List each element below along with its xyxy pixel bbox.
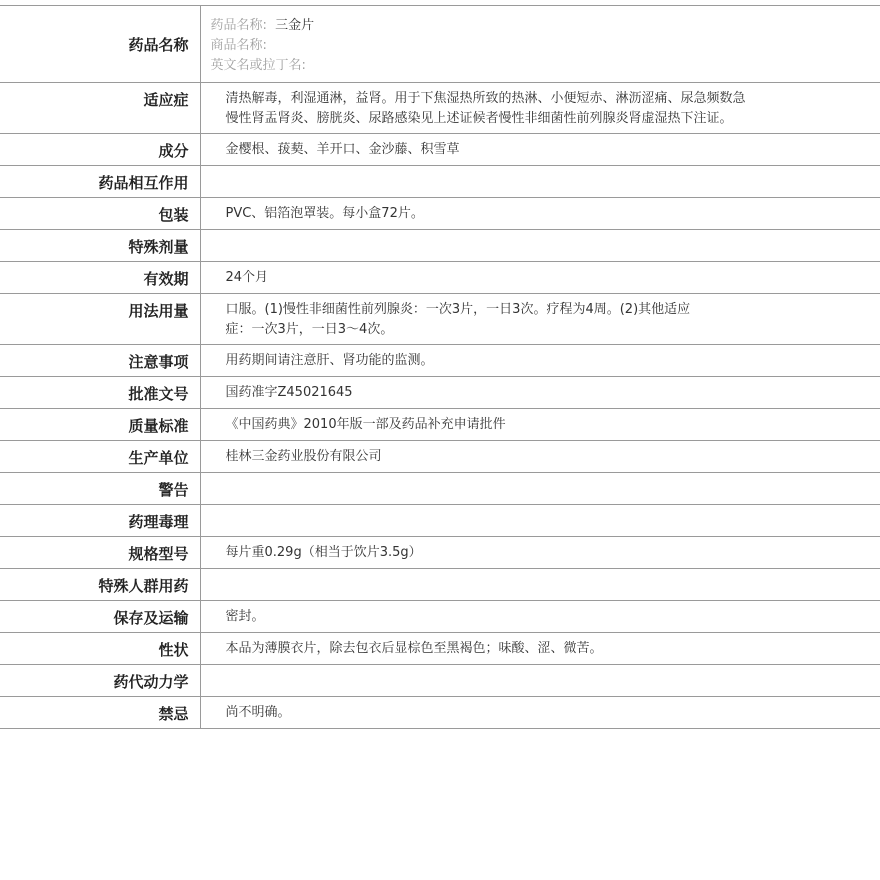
row-value: 金樱根、菝葜、羊开口、金沙藤、积雪草 (225, 142, 460, 157)
label-cell (0, 633, 200, 665)
label-cell (0, 166, 200, 198)
label-cell (0, 377, 200, 409)
value-cell (200, 166, 880, 198)
label-cell (0, 441, 200, 473)
row-storage-transport (0, 601, 880, 633)
row-label: 警告 (158, 481, 189, 499)
row-specification (0, 537, 880, 569)
value-cell (200, 377, 880, 409)
label-cell (0, 83, 200, 134)
name-block (201, 6, 880, 76)
row-label: 禁忌 (158, 705, 189, 723)
label-cell (0, 345, 200, 377)
trade-name-label: 商品名称: (210, 38, 267, 53)
value-cell (200, 294, 880, 345)
value-cell (200, 262, 880, 294)
value-cell (200, 230, 880, 262)
label-cell (0, 198, 200, 230)
label-cell (0, 665, 200, 697)
row-value (201, 665, 880, 671)
label-cell (0, 473, 200, 505)
value-cell (200, 83, 880, 134)
row-approval-number (0, 377, 880, 409)
row-value: 清热解毒，利湿通淋，益肾。用于下焦湿热所致的热淋、小便短赤、淋沥涩痛、尿急频数急 慢性肾盂肾炎、膀胱炎、尿路感染见上述证候者慢性非细菌性前列腺炎肾虚湿热下注证。 (225, 91, 746, 126)
trade-name-line (211, 36, 871, 56)
value-cell (200, 601, 880, 633)
label-cell (0, 569, 200, 601)
value-cell (200, 505, 880, 537)
row-drug-interactions (0, 166, 880, 198)
drug-name-label: 药品名称: (210, 18, 267, 33)
row-packaging (0, 198, 880, 230)
drug-name-line (211, 16, 871, 36)
latin-name-line (211, 56, 871, 76)
row-label: 生产单位 (128, 449, 189, 467)
value-cell (200, 473, 880, 505)
row-pharmacology (0, 505, 880, 537)
row-special-dosage (0, 230, 880, 262)
row-label: 注意事项 (128, 353, 189, 371)
row-drug-name (0, 6, 880, 83)
label-cell (0, 409, 200, 441)
label-cell (0, 697, 200, 729)
row-special-populations (0, 569, 880, 601)
row-label: 规格型号 (128, 545, 189, 563)
row-label: 特殊人群用药 (98, 577, 189, 595)
row-label: 包装 (158, 206, 189, 224)
row-value: 密封。 (225, 609, 265, 624)
label-cell (0, 134, 200, 166)
row-usage-dosage (0, 294, 880, 345)
value-cell (200, 665, 880, 697)
row-value: 桂林三金药业股份有限公司 (225, 449, 382, 464)
row-contraindications (0, 697, 880, 729)
value-cell (200, 198, 880, 230)
value-cell (200, 633, 880, 665)
row-value: 用药期间请注意肝、肾功能的监测。 (225, 353, 434, 368)
value-cell (200, 441, 880, 473)
row-label: 药品相互作用 (98, 174, 189, 192)
value-cell (200, 409, 880, 441)
label-cell (0, 262, 200, 294)
row-pharmacokinetics (0, 665, 880, 697)
label-cell (0, 505, 200, 537)
row-quality-standard (0, 409, 880, 441)
value-cell (200, 345, 880, 377)
row-value: 每片重0.29g（相当于饮片3.5g） (225, 545, 422, 560)
value-cell (200, 537, 880, 569)
row-precautions (0, 345, 880, 377)
row-value (201, 166, 880, 172)
row-value (201, 230, 880, 236)
value-cell (200, 134, 880, 166)
row-label: 药品名称 (128, 36, 189, 54)
row-label: 保存及运输 (113, 609, 189, 627)
row-value: PVC、铝箔泡罩装。每小盒72片。 (225, 206, 424, 221)
row-label: 药代动力学 (113, 673, 189, 691)
value-cell (200, 6, 880, 83)
row-label: 药理毒理 (128, 513, 189, 531)
drug-info-table (0, 5, 880, 729)
row-value: 口服。(1)慢性非细菌性前列腺炎：一次3片，一日3次。疗程为4周。(2)其他适应 症：一次3片，一日3～4次。 (225, 302, 691, 337)
label-cell (0, 537, 200, 569)
row-label: 适应症 (143, 91, 189, 109)
label-cell (0, 294, 200, 345)
row-label: 批准文号 (128, 385, 189, 403)
row-label: 性状 (158, 641, 189, 659)
value-cell (200, 697, 880, 729)
label-cell (0, 230, 200, 262)
value-cell (200, 569, 880, 601)
latin-name-label: 英文名或拉丁名: (210, 58, 306, 73)
row-value: 国药准字Z45021645 (225, 385, 353, 400)
row-label: 有效期 (143, 270, 189, 288)
row-appearance (0, 633, 880, 665)
row-value: 本品为薄膜衣片，除去包衣后显棕色至黑褐色；味酸、涩、微苦。 (225, 641, 603, 656)
row-ingredients (0, 134, 880, 166)
row-label: 特殊剂量 (128, 238, 189, 256)
label-cell (0, 6, 200, 83)
row-value: 《中国药典》2010年版一部及药品补充申请批件 (225, 417, 506, 432)
row-label: 成分 (158, 142, 189, 160)
row-warning (0, 473, 880, 505)
row-indications (0, 83, 880, 134)
row-manufacturer (0, 441, 880, 473)
row-shelf-life (0, 262, 880, 294)
row-value (201, 505, 880, 511)
label-cell (0, 601, 200, 633)
row-value (201, 569, 880, 575)
row-label: 用法用量 (128, 302, 189, 320)
row-value: 尚不明确。 (225, 705, 291, 720)
row-value (201, 473, 880, 479)
row-label: 质量标准 (128, 417, 189, 435)
drug-name-value: 三金片 (275, 18, 315, 33)
row-value: 24个月 (225, 270, 269, 285)
